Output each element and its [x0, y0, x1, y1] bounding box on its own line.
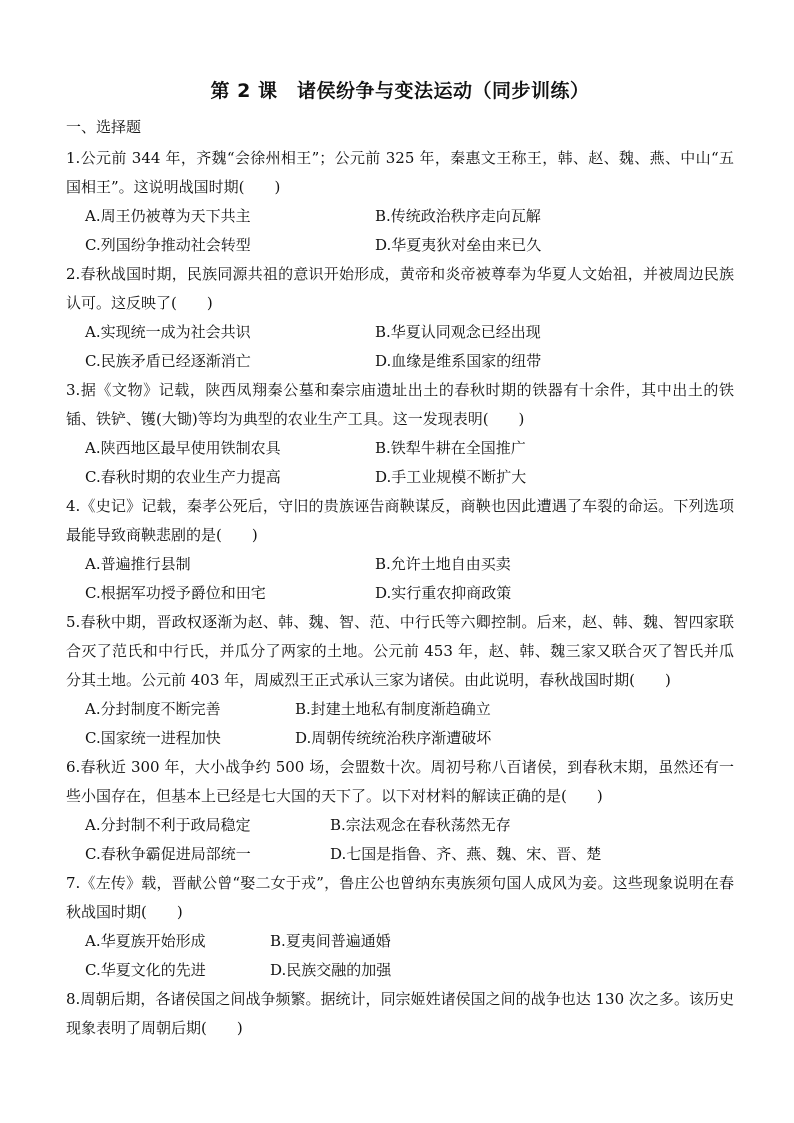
option-b: B.传统政治秩序走向瓦解 [375, 207, 541, 225]
option-d: D.七国是指鲁、齐、燕、魏、宋、晋、楚 [330, 845, 602, 863]
options-list [66, 434, 734, 492]
option-a: A.陕西地区最早使用铁制农具 [85, 439, 281, 457]
option-c: C.列国纷争推动社会转型 [85, 236, 251, 254]
option-b: B.华夏认同观念已经出现 [375, 323, 541, 341]
options-list [66, 202, 734, 260]
options-list [66, 811, 734, 869]
options-list [66, 695, 734, 753]
option-a: A.周王仍被尊为天下共主 [85, 207, 251, 225]
option-d: D.实行重农抑商政策 [375, 584, 512, 602]
option-b: B.封建土地私有制度渐趋确立 [295, 700, 491, 718]
option-b: B.夏夷间普遍通婚 [270, 932, 391, 950]
question-7 [66, 869, 734, 985]
option-d: D.手工业规模不断扩大 [375, 468, 527, 486]
option-c: C.根据军功授予爵位和田宅 [85, 584, 266, 602]
option-b: B.铁犁牛耕在全国推广 [375, 439, 526, 457]
option-c: C.国家统一进程加快 [85, 729, 221, 747]
question-stem: 3.据《文物》记载，陕西凤翔秦公墓和秦宗庙遗址出土的春秋时期的铁器有十余件，其中出土的铁锸、铁铲、镬(大锄)等均为典型的农业生产工具。这一发现表明( ) [66, 381, 734, 428]
option-b: B.宗法观念在春秋荡然无存 [330, 816, 511, 834]
option-a: A.分封制不利于政局稳定 [85, 816, 251, 834]
question-2 [66, 260, 734, 376]
question-5 [66, 608, 734, 753]
question-6 [66, 753, 734, 869]
option-c: C.民族矛盾已经逐渐消亡 [85, 352, 251, 370]
question-3 [66, 376, 734, 492]
option-c: C.春秋争霸促进局部统一 [85, 845, 251, 863]
page-title: 第 2 课 诸侯纷争与变法运动（同步训练） [210, 80, 590, 102]
option-a: A.普遍推行县制 [85, 555, 191, 573]
question-stem: 7.《左传》载，晋献公曾“娶二女于戎”，鲁庄公也曾纳东夷族须句国人成风为妾。这些现象说明在春秋战国时期( ) [66, 874, 734, 921]
question-4 [66, 492, 734, 608]
question-8 [66, 985, 734, 1043]
question-stem: 6.春秋近 300 年，大小战争约 500 场，会盟数十次。周初号称八百诸侯，到春秋末期，虽然还有一些小国存在，但基本上已经是七大国的天下了。以下对材料的解读正确的是( ) [66, 758, 734, 805]
option-a: A.华夏族开始形成 [85, 932, 206, 950]
option-d: D.华夏夷狄对垒由来已久 [375, 236, 542, 254]
question-stem: 8.周朝后期，各诸侯国之间战争频繁。据统计，同宗姬姓诸侯国之间的战争也达 130 次之多。该历史现象表明了周朝后期( ) [66, 990, 734, 1037]
option-d: D.血缘是维系国家的纽带 [375, 352, 542, 370]
option-a: A.分封制度不断完善 [85, 700, 221, 718]
options-list [66, 550, 734, 608]
question-stem: 2.春秋战国时期，民族同源共祖的意识开始形成，黄帝和炎帝被尊奉为华夏人文始祖，并被周边民族认可。这反映了( ) [66, 265, 734, 312]
option-a: A.实现统一成为社会共识 [85, 323, 251, 341]
question-1 [66, 144, 734, 260]
options-list [66, 927, 734, 985]
option-d: D.周朝传统统治秩序渐遭破坏 [295, 729, 492, 747]
option-d: D.民族交融的加强 [270, 961, 392, 979]
section-heading: 一、选择题 [66, 118, 142, 136]
question-stem: 1.公元前 344 年，齐魏“会徐州相王”；公元前 325 年，秦惠文王称王，韩、赵、魏、燕、中山“五国相王”。这说明战国时期( ) [66, 149, 734, 196]
question-stem: 5.春秋中期，晋政权逐渐为赵、韩、魏、智、范、中行氏等六卿控制。后来，赵、韩、魏、智四家联合灭了范氏和中行氏，并瓜分了两家的土地。公元前 453 年，赵、韩、魏三家又联合灭了智氏并瓜分其土地。公元前 403 年，周威烈王正式承认三家为诸侯。由此说明，春秋战国时期( ) [66, 613, 734, 689]
option-c: C.春秋时期的农业生产力提高 [85, 468, 281, 486]
option-c: C.华夏文化的先进 [85, 961, 206, 979]
option-b: B.允许土地自由买卖 [375, 555, 511, 573]
options-list [66, 318, 734, 376]
question-stem: 4.《史记》记载，秦孝公死后，守旧的贵族诬告商鞅谋反，商鞅也因此遭遇了车裂的命运。下列选项最能导致商鞅悲剧的是( ) [66, 497, 734, 544]
